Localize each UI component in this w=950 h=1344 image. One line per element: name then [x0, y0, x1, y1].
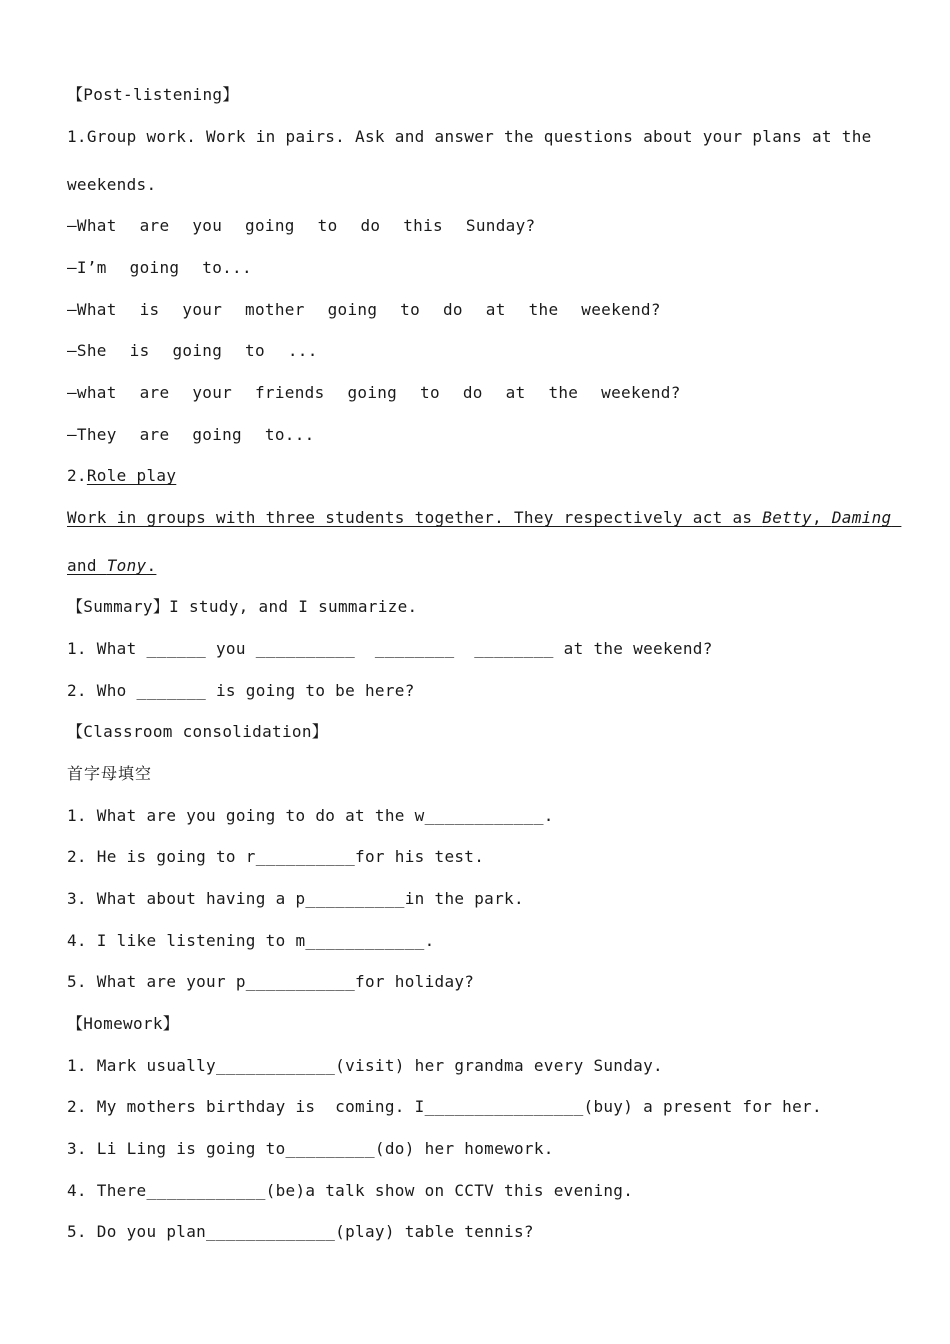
summary-heading: 【Summary】I study, and I summarize. [67, 597, 418, 616]
homework-item: 1. Mark usually____________(visit) her grandma every Sunday. [67, 1056, 663, 1075]
dialogue-line: —what are your friends going to do at the weekend? [67, 383, 681, 402]
dialogue-line: —What are you going to do this Sunday? [67, 216, 536, 235]
task2-instruction-line1 [67, 508, 901, 528]
summary-item: 1. What ______ you __________ ________ ________ at the weekend? [67, 639, 713, 658]
summary-item: 2. Who _______ is going to be here? [67, 681, 415, 700]
name-tony: Tony [106, 556, 147, 575]
task1-instruction-line2: weekends. [67, 175, 157, 194]
dialogue-line: —I’m going to... [67, 258, 252, 277]
consolidation-item: 1. What are you going to do at the w____________. [67, 806, 554, 825]
homework-item: 2. My mothers birthday is coming. I________________(buy) a present for her. [67, 1097, 822, 1116]
task1-instruction-line1: 1.Group work. Work in pairs. Ask and answer the questions about your plans at the [67, 127, 872, 146]
task2-number: 2. [67, 466, 87, 485]
dialogue-line: —She is going to ... [67, 341, 318, 360]
task2-instruction-text: Work in groups with three students together. They respectively act as [67, 508, 763, 527]
dialogue-line: —They are going to... [67, 425, 315, 444]
consolidation-subheading: 首字母填空 [67, 764, 153, 783]
consolidation-heading: 【Classroom consolidation】 [67, 722, 329, 741]
name-betty: Betty [762, 508, 812, 527]
task2-instruction-line2 [67, 556, 156, 576]
task2-title: Role play [86, 466, 177, 485]
dialogue-line: —What is your mother going to do at the weekend? [67, 300, 661, 319]
homework-item: 3. Li Ling is going to_________(do) her homework. [67, 1139, 554, 1158]
task2-end: . [146, 556, 157, 575]
name-daming: Daming [831, 508, 892, 527]
post-listening-heading: 【Post-listening】 [67, 85, 239, 104]
consolidation-item: 5. What are your p___________for holiday? [67, 972, 475, 991]
task2-title-line [67, 466, 176, 486]
name-separator: , [811, 508, 832, 527]
consolidation-item: 2. He is going to r__________for his test. [67, 847, 485, 866]
homework-item: 4. There____________(be)a talk show on CCTV this evening. [67, 1181, 634, 1200]
homework-heading: 【Homework】 [67, 1014, 180, 1033]
homework-item: 5. Do you plan_____________(play) table tennis? [67, 1222, 534, 1241]
consolidation-item: 4. I like listening to m____________. [67, 931, 435, 950]
consolidation-item: 3. What about having a p__________in the park. [67, 889, 524, 908]
task2-instruction-text-2: and [67, 556, 107, 575]
